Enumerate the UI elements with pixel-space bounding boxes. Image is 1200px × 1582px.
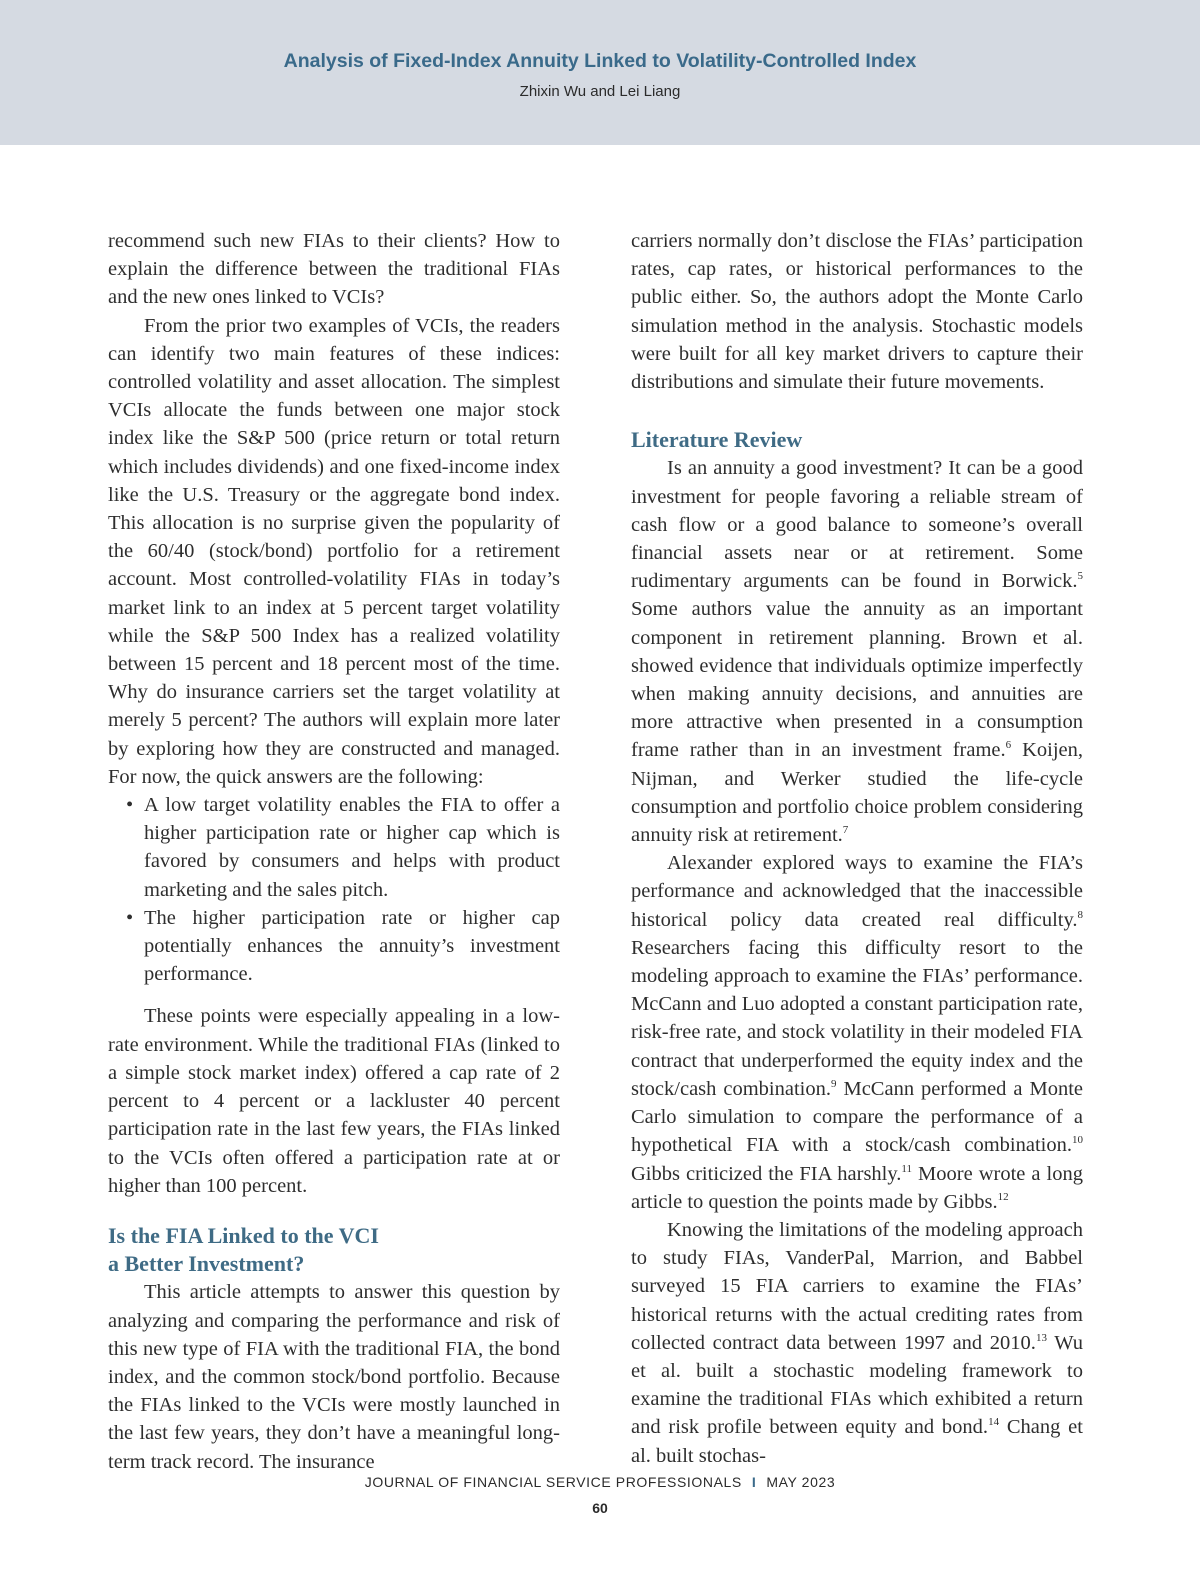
footer-journal <box>0 1474 1200 1490</box>
list-item <box>126 791 560 904</box>
header-band <box>0 0 1200 145</box>
footnote-ref: 14 <box>988 1416 1000 1429</box>
text-run: McCann performed a Monte Carlo simulation to compare the performance of a hypothetical FIA with a stock/cash combination. <box>631 1077 1084 1157</box>
paragraph: recommend such new FIAs to their clients? How to explain the difference between the traditional FIAs and the new ones linked to VCIs? <box>108 230 560 309</box>
article-authors: Zhixin Wu and Lei Liang <box>519 83 681 100</box>
footnote-ref: 13 <box>1035 1331 1047 1344</box>
paragraph <box>631 1216 1083 1470</box>
text-run: Chang et al. built stochas- <box>631 1416 1083 1467</box>
section-heading <box>108 1222 560 1278</box>
page-number: 60 <box>592 1500 608 1516</box>
text-run: Gibbs criticized the FIA harshly. <box>631 1162 902 1185</box>
list-item-text: The higher participation rate or higher cap potentially enhances the annuity’s investment performance. <box>144 906 560 986</box>
bullet-list <box>108 791 560 988</box>
text-run: Moore wrote a long article to question the points made by Gibbs. <box>631 1162 1083 1213</box>
paragraph: This article attempts to answer this question by analyzing and comparing the performance and risk of this new type of FIA with the traditional FIA, the bond index, and the common stock/bond portfolio. Because the FIAs linked to the VCIs were mostly launched in the last few years, they don’t have a meaningful long-term track record. The insurance <box>108 1281 560 1473</box>
text-run: Koijen, Nijman, and Werker studied the life-cycle consumption and portfolio choice problem considering annuity risk at retirement. <box>631 739 1084 847</box>
footer-separator: I <box>751 1474 757 1490</box>
list-item-text: A low target volatility enables the FIA to offer a higher participation rate or higher cap which is favored by consumers and helps with product marketing and the sales pitch. <box>144 794 560 901</box>
right-column <box>631 227 1083 1470</box>
footnote-ref: 6 <box>1005 739 1012 752</box>
text-run: Some authors value the annuity as an important component in retirement planning. Brown et al. showed evidence that individuals optimize imperfectly when making annuity decisions, and annuities are more attractive when presented in a consumption frame rather than in an investment frame. <box>631 598 1083 762</box>
text-run: Is an annuity a good investment? It can be a good investment for people favoring a reliable stream of cash flow or a good balance to someone’s overall financial assets near or at retirement. Some rudimentary arguments can be found in Borwick. <box>631 457 1083 593</box>
footnote-ref: 11 <box>901 1162 913 1175</box>
footnote-ref: 10 <box>1072 1134 1083 1147</box>
article-title: Analysis of Fixed-Index Annuity Linked to Volatility-Controlled Index <box>283 50 917 72</box>
text-run: Wu et al. built a stochastic modeling framework to examine the traditional FIAs which exhibited a return and risk profile between equity and bond. <box>631 1331 1083 1439</box>
section-heading: Literature Review <box>631 427 803 453</box>
footnote-ref: 5 <box>1077 570 1083 583</box>
text-run: Researchers facing this difficulty resort to the modeling approach to examine the FIAs’ performance. McCann and Luo adopted a constant participation rate, risk-free rate, and stock volatility in their modeled FIA contract that underperformed the equity index and the stock/cash combination. <box>631 936 1083 1100</box>
section-heading-line: a Better Investment? <box>108 1251 305 1277</box>
paragraph: These points were especially appealing in a low-rate environment. While the traditional FIAs (linked to a simple stock market index) offered a cap rate of 2 percent to 4 percent or a lackluster 40 percent participation rate in the last few years, the FIAs linked to the VCIs often offered a participation rate at or higher than 100 percent. <box>108 1005 560 1197</box>
bullet-icon: • <box>126 906 134 929</box>
paragraph <box>631 849 1083 1216</box>
journal-name: JOURNAL OF FINANCIAL SERVICE PROFESSIONALS <box>364 1474 742 1490</box>
text-run: Knowing the limitations of the modeling approach to study FIAs, VanderPal, Marrion, and Babbel surveyed 15 FIA carriers to examine the FIAs’ historical returns with the actual crediting rates from collected contract data between 1997 and 2010. <box>631 1218 1083 1354</box>
paragraph: carriers normally don’t disclose the FIAs’ participation rates, cap rates, or historical performances to the public either. So, the authors adopt the Monte Carlo simulation method in the analysis. Stochastic models were built for all key market drivers to capture their distributions and simulate their future movements. <box>631 230 1083 394</box>
footnote-ref: 9 <box>830 1078 837 1091</box>
issue-date: MAY 2023 <box>766 1474 836 1490</box>
left-column <box>108 227 560 1476</box>
section-heading-line: Is the FIA Linked to the VCI <box>108 1222 379 1248</box>
footnote-ref: 12 <box>997 1190 1009 1203</box>
paragraph: From the prior two examples of VCIs, the readers can identify two main features of these indices: controlled volatility and asset allocation. The simplest VCIs allocate the funds between one major stock index like the S&P 500 (price return or total return which includes dividends) and one fixed-income index like the U.S. Treasury or the aggregate bond index. This allocation is no surprise given the popularity of the 60/40 (stock/bond) portfolio for a retirement account. Most controlled-volatility FIAs in today’s market link to an index at 5 percent target volatility while the S&P 500 Index has a realized volatility between 15 percent and 18 percent most of the time. Why do insurance carriers set the target volatility at merely 5 percent? The authors will explain more later by exploring how they are constructed and managed. For now, the quick answers are the following: <box>108 314 560 788</box>
paragraph <box>631 454 1083 849</box>
bullet-icon: • <box>126 794 134 817</box>
list-item <box>126 904 560 989</box>
footnote-ref: 8 <box>1077 908 1083 921</box>
text-run: Alexander explored ways to examine the FIA’s performance and acknowledged that the inaccessible historical policy data created real difficulty. <box>631 852 1083 931</box>
footnote-ref: 7 <box>842 824 849 837</box>
